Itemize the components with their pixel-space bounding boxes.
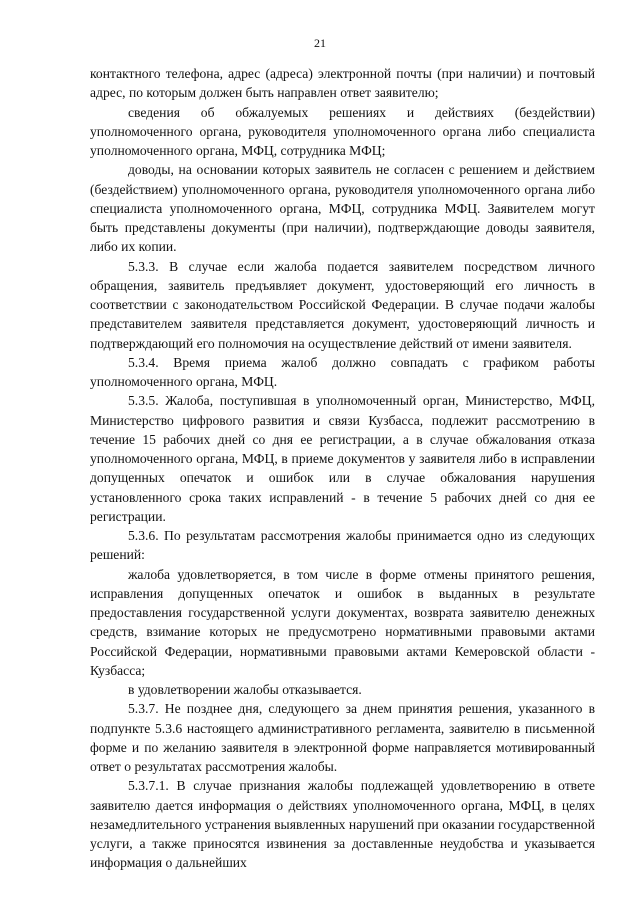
paragraph-complaint-satisfied: жалоба удовлетворяется, в том числе в форме отмены принятого решения, исправления допущенных опечаток и ошибок в выданных в результате предоставления государственной услуги документах, возврата заявителю денежных средств, взимание которых не предусмотрено нормативными правовыми актами Российской Федерации, нормативными правовыми актами Кемеровской области - Кузбасса; [90, 566, 595, 678]
paragraph-5-3-6: 5.3.6. По результатам рассмотрения жалобы принимается одно из следующих решений: [90, 528, 595, 563]
paragraph-5-3-3: 5.3.3. В случае если жалоба подается заявителем посредством личного обращения, заявитель предъявляет документ, удостоверяющий его личность в соответствии с законодательством Российской Федерации. В случае подачи жалобы представителем заявителя представляется документ, удостоверяющий личность и подтверждающий его полномочия на осуществление действий от имени заявителя. [90, 258, 595, 351]
paragraph-arguments: доводы, на основании которых заявитель не согласен с решением и действием (бездействием) уполномоченного органа, руководителя уполномоченного органа либо специалиста уполномоченного органа, МФЦ, сотрудника МФЦ. Заявителем могут быть представлены документы (при наличии), подтверждающие доводы заявителя, либо их копии. [90, 162, 595, 255]
paragraph-5-3-5: 5.3.5. Жалоба, поступившая в уполномоченный орган, Министерство, МФЦ, Министерство цифрового развития и связи Кузбасса, подлежит рассмотрению в течение 15 рабочих дней со дня ее регистрации, а в случае обжалования отказа уполномоченного органа, МФЦ, в приеме документов у заявителя либо в исправлении допущенных опечаток и ошибок или в случае обжалования нарушения установленного срока таких исправлений - в течение 5 рабочих дней со дня ее регистрации. [90, 393, 595, 524]
paragraph-5-3-7-1: 5.3.7.1. В случае признания жалобы подлежащей удовлетворению в ответе заявителю дается информация о действиях уполномоченного органа, МФЦ, в целях незамедлительного устранения выявленных нарушений при оказании государственной услуги, а также приносятся извинения за доставленные неудобства и указывается информация о дальнейших [90, 778, 595, 871]
page-number: 21 [314, 36, 326, 50]
paragraph-appealed-decisions: сведения об обжалуемых решениях и действиях (бездействии) уполномоченного органа, руководителя уполномоченного органа либо специалиста уполномоченного органа, МФЦ, сотрудника МФЦ; [90, 104, 595, 158]
paragraph-complaint-rejected: в удовлетворении жалобы отказывается. [128, 682, 362, 697]
paragraph-contact-details: контактного телефона, адрес (адреса) электронной почты (при наличии) и почтовый адрес, по которым должен быть направлен ответ заявителю; [90, 66, 595, 101]
document-body [90, 64, 595, 873]
paragraph-5-3-4: 5.3.4. Время приема жалоб должно совпадать с графиком работы уполномоченного органа, МФЦ. [90, 354, 595, 389]
paragraph-5-3-7: 5.3.7. Не позднее дня, следующего за днем принятия решения, указанного в подпункте 5.3.6 настоящего административного регламента, заявителю в письменной форме и по желанию заявителя в электронной форме направляется мотивированный ответ о результатах рассмотрения жалобы. [90, 701, 595, 774]
